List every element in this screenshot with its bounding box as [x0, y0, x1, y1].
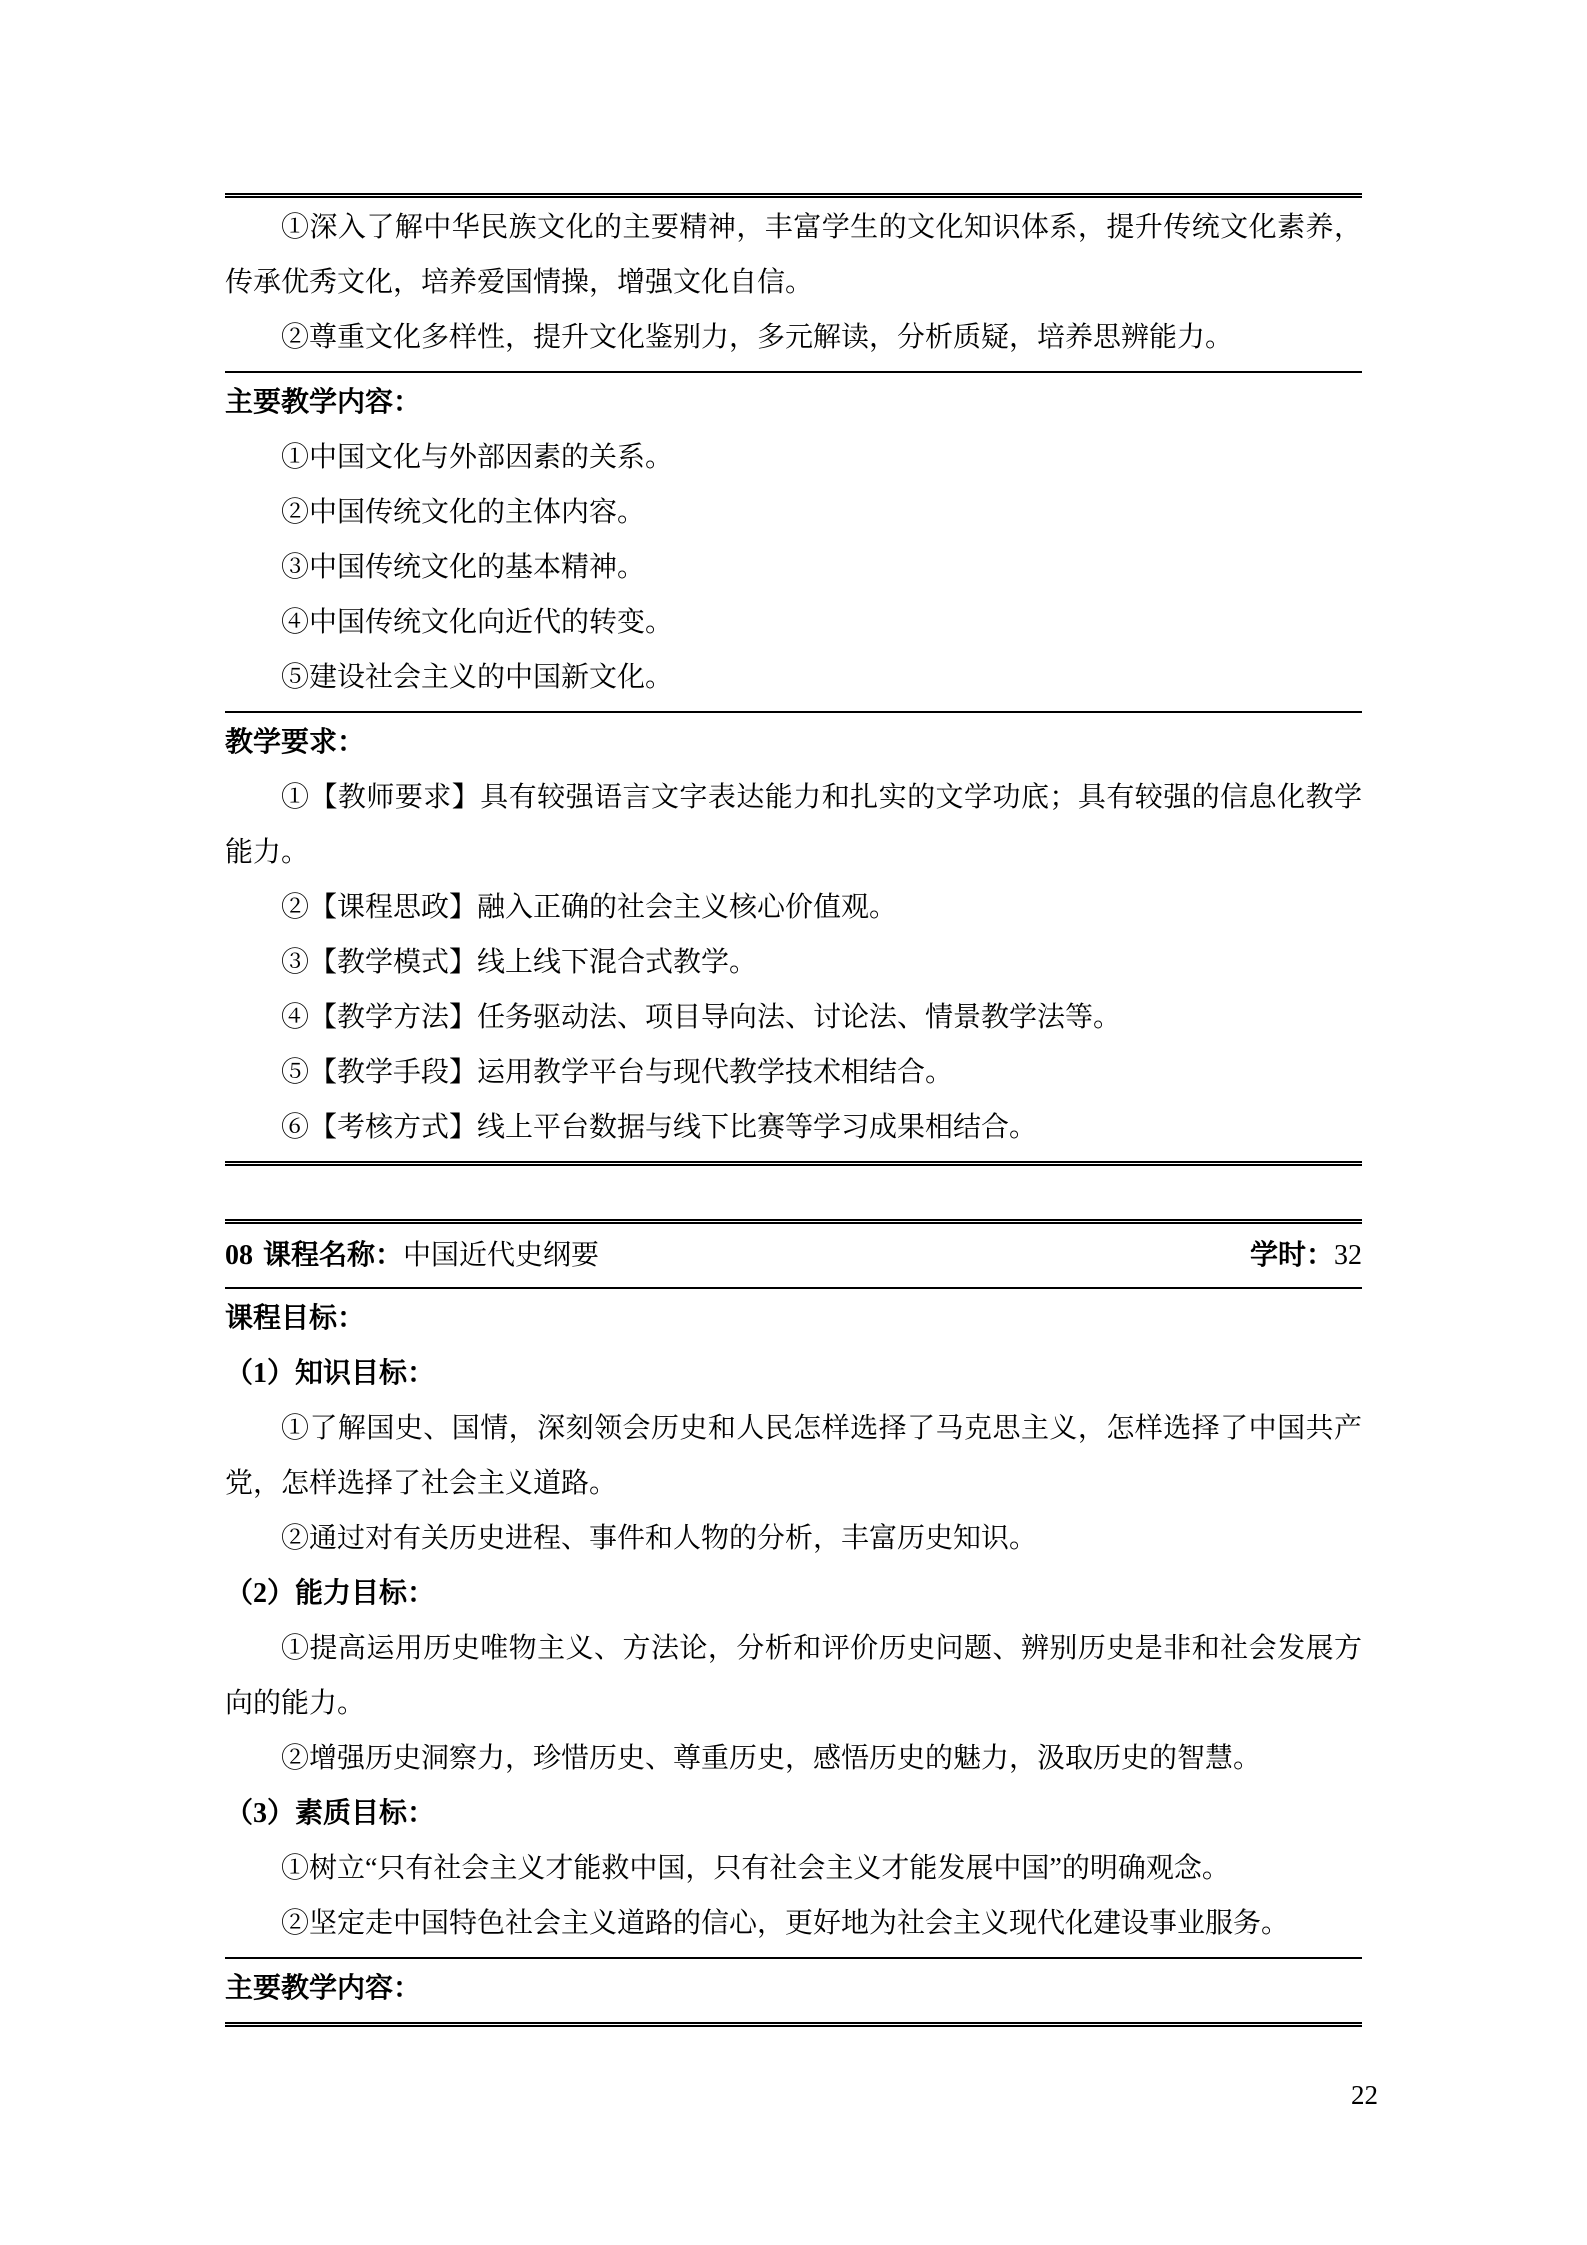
requirement-item: ②【课程思政】融入正确的社会主义核心价值观。	[281, 892, 898, 923]
requirement-item: ③【教学模式】线上线下混合式教学。	[281, 947, 758, 978]
requirement-item: ④【教学方法】任务驱动法、项目导向法、讨论法、情景教学法等。	[281, 1002, 1122, 1033]
course-hours-value: 32	[1334, 1240, 1362, 1271]
course-08-table	[225, 1219, 1362, 2027]
content-item: ⑤建设社会主义的中国新文化。	[281, 662, 674, 693]
course-goals-row	[225, 1289, 1362, 1959]
ability-goals-heading: （2）能力目标：	[225, 1578, 436, 1609]
course-name: 中国近代史纲要	[403, 1240, 600, 1271]
teaching-content-row	[225, 373, 1362, 713]
knowledge-goals-heading: （1）知识目标：	[225, 1358, 436, 1389]
content-item: ③中国传统文化的基本精神。	[281, 552, 646, 583]
teaching-requirements-row	[225, 713, 1362, 1161]
teaching-requirements-heading: 教学要求：	[225, 727, 366, 758]
course-title-row	[225, 1224, 1362, 1289]
knowledge-goal-item: ①了解国史、国情，深刻领会历史和人民怎样选择了马克思主义，怎样选择了中国共产党，怎样选择了社会主义道路。	[225, 1413, 1362, 1499]
requirement-item: ①【教师要求】具有较强语言文字表达能力和扎实的文学功底；具有较强的信息化教学能力。	[225, 782, 1362, 868]
course-name-label: 课程名称：	[263, 1240, 404, 1271]
ability-goal-item: ①提高运用历史唯物主义、方法论，分析和评价历史问题、辨别历史是非和社会发展方向的能力。	[225, 1633, 1362, 1719]
course-title	[225, 1228, 599, 1283]
requirement-item: ⑤【教学手段】运用教学平台与现代教学技术相结合。	[281, 1057, 954, 1088]
page-number: 22	[1351, 2080, 1378, 2110]
course-content-row	[225, 1959, 1362, 2022]
goal-item: ①深入了解中华民族文化的主要精神，丰富学生的文化知识体系，提升传统文化素养，传承优秀文化，培养爱国情操，增强文化自信。	[225, 212, 1362, 298]
quality-goal-item: ②坚定走中国特色社会主义道路的信心，更好地为社会主义现代化建设事业服务。	[281, 1908, 1290, 1939]
knowledge-goal-item: ②通过对有关历史进程、事件和人物的分析，丰富历史知识。	[281, 1523, 1038, 1554]
course-content-heading: 主要教学内容：	[225, 1973, 422, 2004]
goal-item: ②尊重文化多样性，提升文化鉴别力，多元解读，分析质疑，培养思辨能力。	[281, 322, 1234, 353]
course-hours	[1250, 1228, 1362, 1283]
requirement-item: ⑥【考核方式】线上平台数据与线下比赛等学习成果相结合。	[281, 1112, 1038, 1143]
teaching-content-heading: 主要教学内容：	[225, 387, 422, 418]
document-body	[225, 193, 1362, 2027]
content-item: ②中国传统文化的主体内容。	[281, 497, 646, 528]
previous-course-table-continued	[225, 193, 1362, 1166]
ability-goal-item: ②增强历史洞察力，珍惜历史、尊重历史，感悟历史的魅力，汲取历史的智慧。	[281, 1743, 1262, 1774]
course-hours-label: 学时：	[1249, 1240, 1334, 1271]
course-number: 08	[225, 1240, 253, 1271]
quality-goal-item: ①树立“只有社会主义才能救中国，只有社会主义才能发展中国”的明确观念。	[281, 1853, 1230, 1884]
course-goals-heading: 课程目标：	[225, 1303, 366, 1334]
content-item: ①中国文化与外部因素的关系。	[281, 442, 674, 473]
quality-goals-heading: （3）素质目标：	[225, 1798, 436, 1829]
content-item: ④中国传统文化向近代的转变。	[281, 607, 674, 638]
course-goal-row	[225, 198, 1362, 373]
